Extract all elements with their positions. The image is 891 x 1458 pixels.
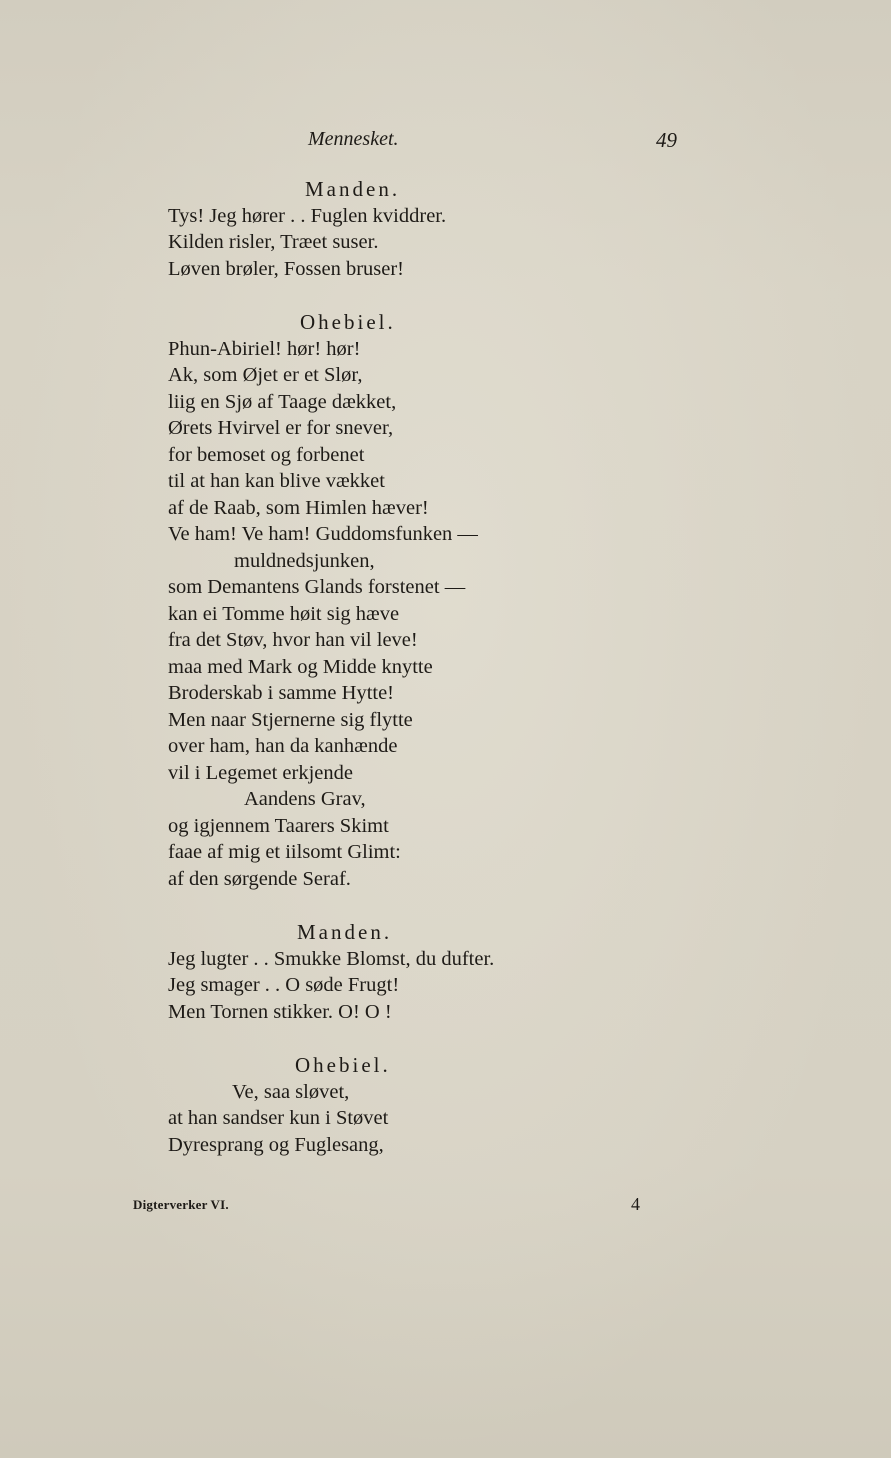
verse-line: liig en Sjø af Taage dækket,	[168, 390, 397, 413]
verse-line: Tys! Jeg hører . . Fuglen kviddrer.	[168, 204, 447, 227]
verse-line: Broderskab i samme Hytte!	[168, 682, 395, 704]
verse-line: som Demantens Glands forstenet —	[168, 576, 466, 598]
verse-line: for bemoset og forbenet	[168, 443, 365, 466]
verse-line: over ham, han da kanhænde	[168, 735, 398, 757]
running-head	[0, 128, 891, 158]
speech-ohebiel-1	[168, 309, 628, 892]
speaker-heading: Ohebiel.	[300, 310, 396, 334]
page-footer	[0, 1194, 891, 1221]
verse-line: Ørets Hvirvel er for snever,	[168, 417, 394, 439]
speech-manden-1	[168, 176, 628, 282]
verse-line: fra det Støv, hvor han vil leve!	[168, 629, 418, 651]
verse-line: Ve ham! Ve ham! Guddomsfunken —	[168, 523, 478, 545]
verse-line: til at han kan blive vækket	[168, 470, 385, 492]
verse-line: Kilden risler, Træet suser.	[168, 231, 379, 253]
verse-line: af de Raab, som Himlen hæver!	[168, 496, 429, 519]
verse-line: Jeg lugter . . Smukke Blomst, du dufter.	[168, 947, 495, 970]
printer-signature: Digterverker VI.	[133, 1197, 229, 1212]
verse-line: af den sørgende Seraf.	[168, 867, 351, 890]
page-number: 49	[656, 128, 677, 152]
speech-ohebiel-2	[168, 1052, 628, 1158]
running-title: Mennesket.	[308, 128, 399, 150]
verse-line: Løven brøler, Fossen bruser!	[168, 257, 405, 280]
verse-line: vil i Legemet erkjende	[168, 761, 353, 784]
verse-line-indented: Ve, saa sløvet,	[232, 1080, 350, 1103]
speaker-heading: Ohebiel.	[295, 1053, 391, 1077]
speech-manden-2	[168, 919, 628, 1025]
sheet-number: 4	[631, 1194, 640, 1214]
verse-line: Jeg smager . . O søde Frugt!	[168, 974, 400, 996]
verse-line: Men Tornen stikker. O! O !	[168, 1000, 392, 1023]
speaker-heading: Manden.	[305, 177, 401, 201]
verse-line: Ak, som Øjet er et Slør,	[168, 364, 363, 386]
verse-line: at han sandser kun i Støvet	[168, 1107, 389, 1129]
verse-line: og igjennem Taarers Skimt	[168, 814, 389, 837]
poem-text	[168, 176, 628, 1158]
verse-line: maa med Mark og Midde knytte	[168, 655, 433, 678]
verse-line: Dyresprang og Fuglesang,	[168, 1133, 384, 1156]
verse-line: Phun-Abiriel! hør! hør!	[168, 337, 361, 360]
verse-line: kan ei Tomme høit sig hæve	[168, 602, 400, 625]
verse-line: faae af mig et iilsomt Glimt:	[168, 841, 401, 863]
verse-line-indented: Aandens Grav,	[244, 788, 366, 810]
verse-line-indented: muldnedsjunken,	[234, 549, 375, 572]
verse-line: Men naar Stjernerne sig flytte	[168, 708, 413, 731]
speaker-heading: Manden.	[297, 920, 393, 944]
